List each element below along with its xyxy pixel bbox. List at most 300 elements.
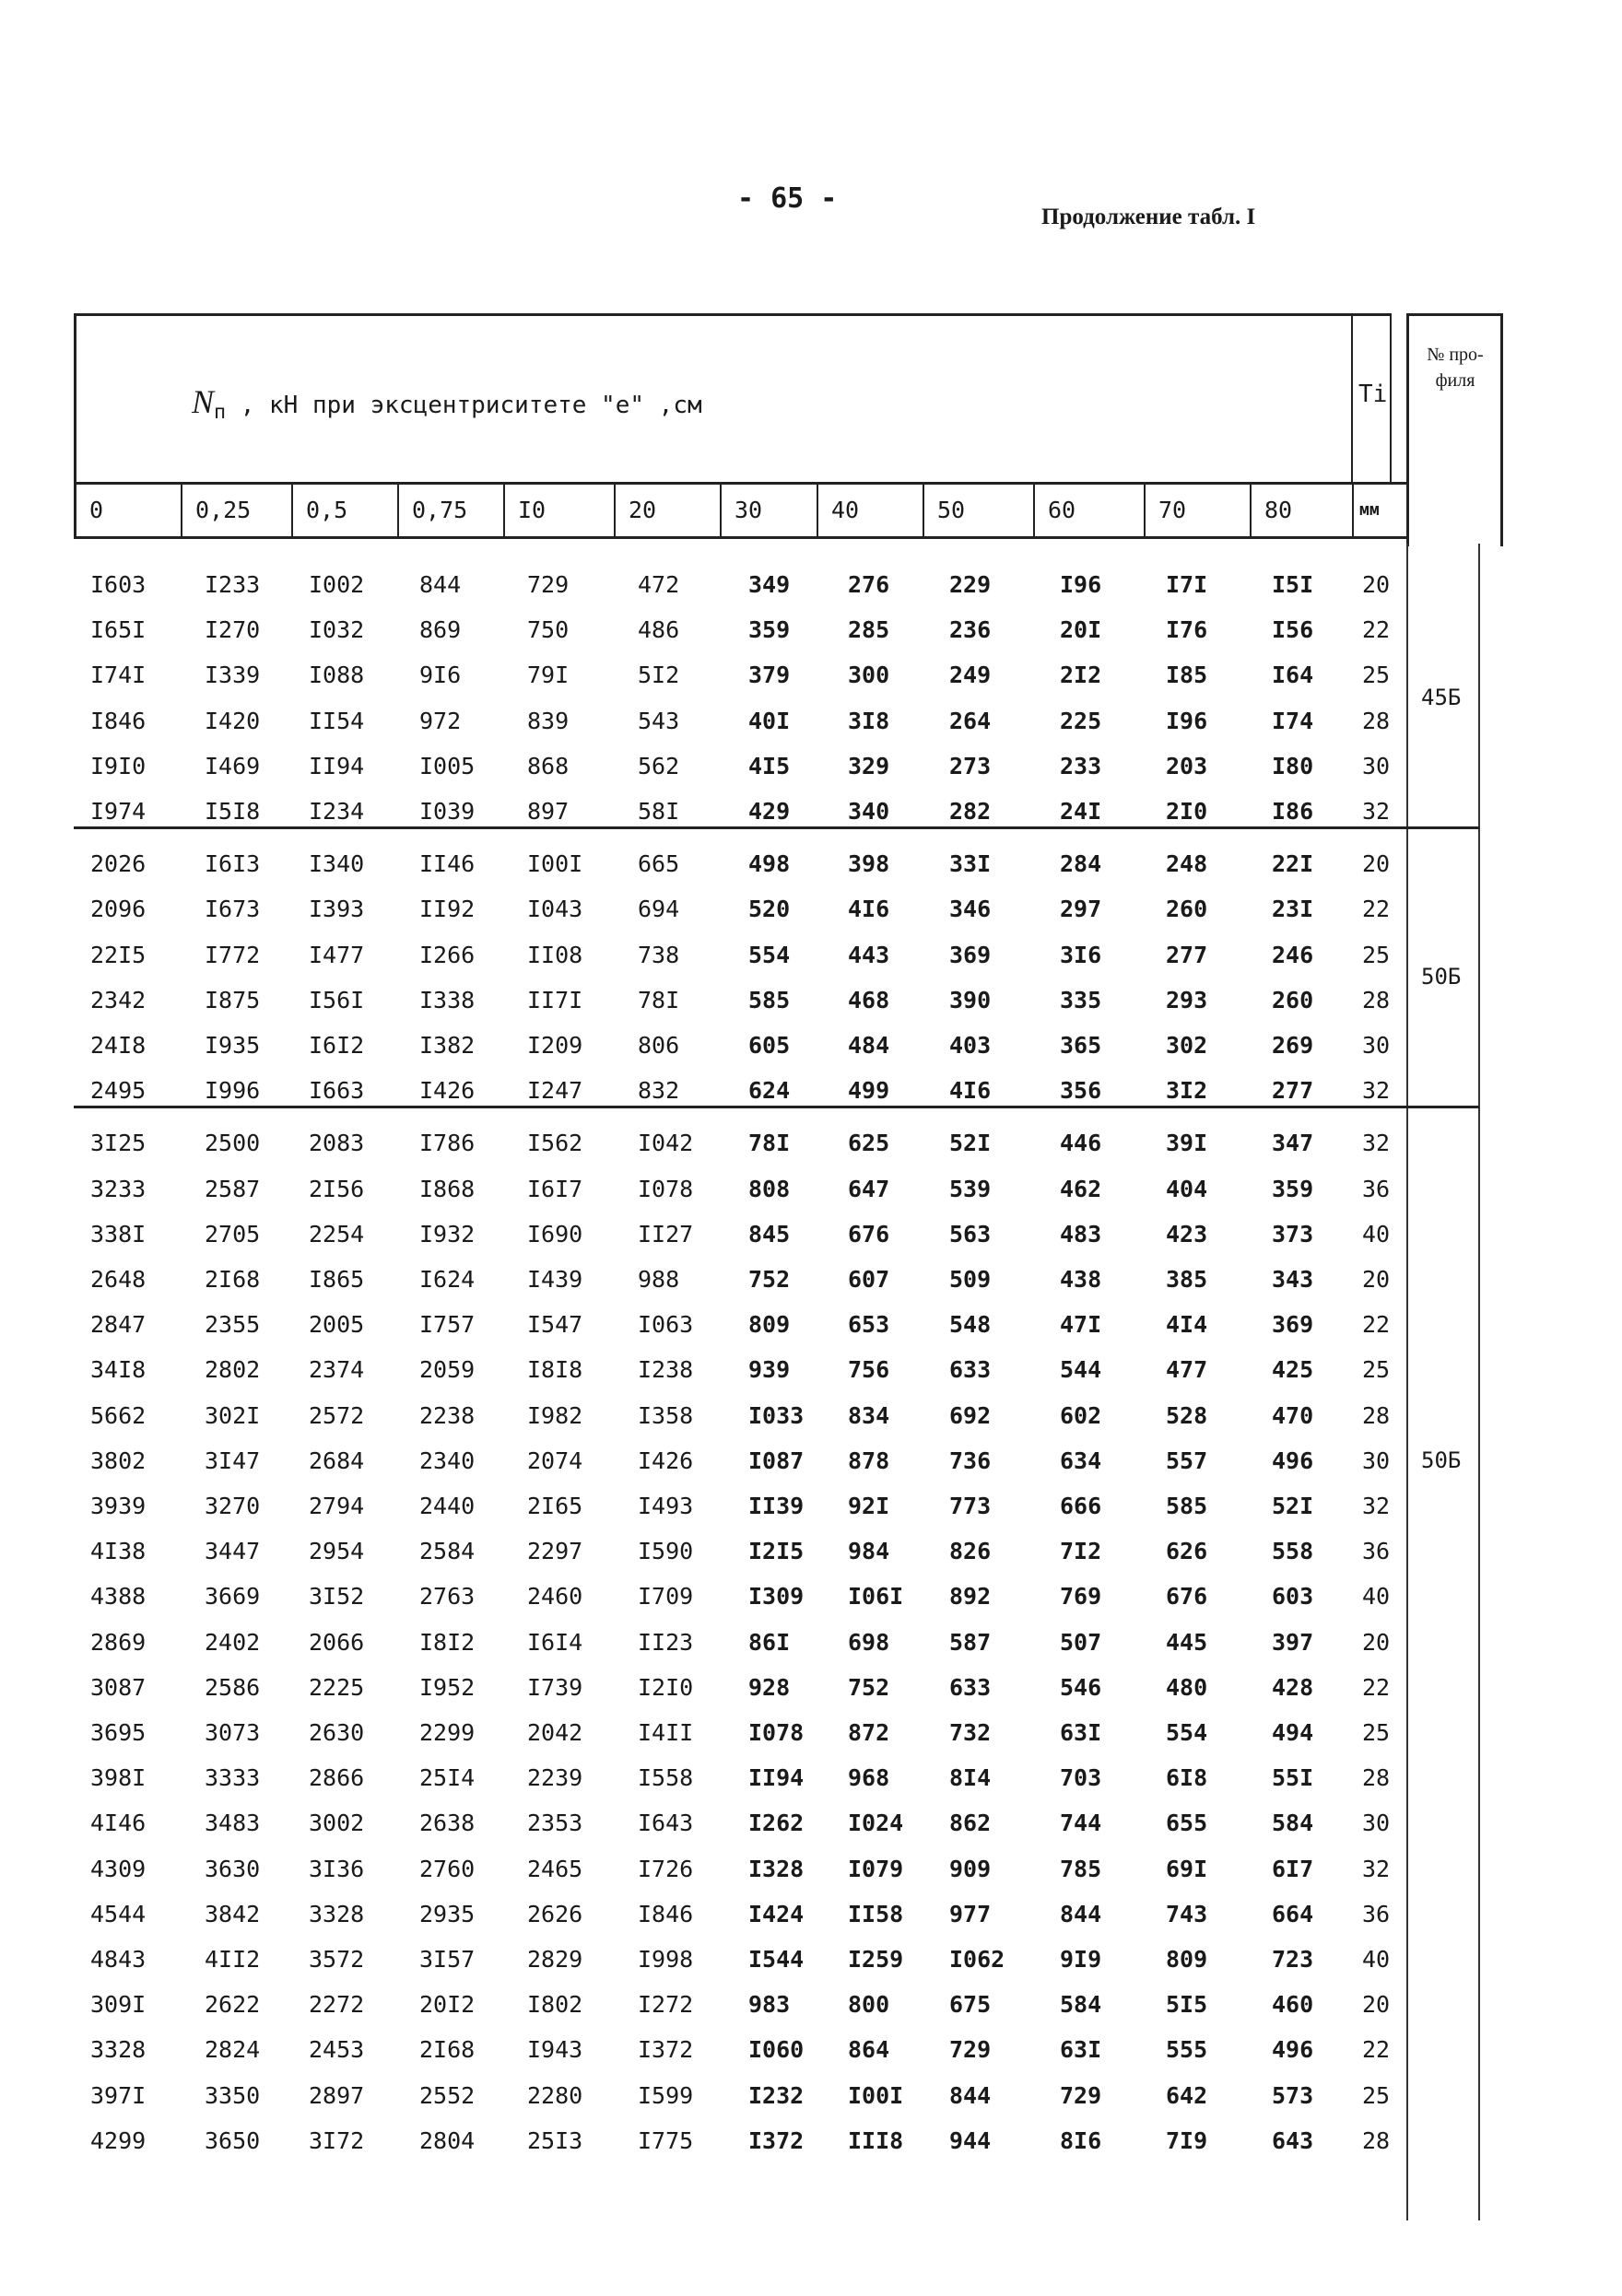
- table-cell: 834: [848, 1401, 890, 1429]
- table-row: [74, 1393, 1406, 1438]
- table-cell: 939: [748, 1356, 791, 1384]
- eccentricity-header-cell: 20: [616, 485, 722, 536]
- table-cell: II08: [527, 941, 583, 968]
- table-cell: 20: [1362, 1991, 1391, 2019]
- table-cell: 585: [1166, 1493, 1208, 1519]
- table-cell: 32: [1362, 1493, 1391, 1519]
- table-cell: 729: [1060, 2081, 1102, 2109]
- table-cell: 2I65: [527, 1493, 583, 1519]
- table-cell: 40: [1362, 1946, 1391, 1973]
- table-cell: 329: [848, 752, 890, 779]
- table-cell: 369: [1272, 1311, 1314, 1339]
- table-cell: 3650: [205, 2126, 261, 2154]
- table-cell: 2500: [205, 1130, 261, 1157]
- header-symbol: N: [192, 383, 215, 420]
- table-cell: 633: [949, 1356, 992, 1384]
- table-cell: 3350: [205, 2081, 261, 2109]
- table-cell: 602: [1060, 1401, 1102, 1429]
- table-cell: 496: [1272, 2036, 1314, 2064]
- table-cell: 446: [1060, 1130, 1102, 1157]
- table-cell: 2622: [205, 1991, 261, 2019]
- table-cell: I424: [748, 1900, 805, 1927]
- table-cell: 909: [949, 1855, 992, 1882]
- table-cell: 3I72: [309, 2126, 365, 2154]
- eccentricity-header-row: [74, 482, 1406, 539]
- table-cell: I9I0: [90, 752, 147, 779]
- table-cell: I005: [419, 752, 476, 779]
- group-separator: [74, 1106, 1479, 1108]
- table-cell: 862: [949, 1810, 992, 1837]
- table-cell: 9I9: [1060, 1946, 1102, 1973]
- table-cell: 356: [1060, 1077, 1102, 1105]
- table-continuation-caption: Продолжение табл. I: [1041, 205, 1256, 229]
- table-cell: I338: [419, 986, 476, 1013]
- table-cell: 25: [1362, 1356, 1391, 1384]
- table-cell: 2083: [309, 1130, 365, 1157]
- data-table: [74, 313, 1498, 2220]
- table-row: [74, 2027, 1406, 2072]
- table-cell: 839: [527, 707, 570, 734]
- table-cell: 39I: [1166, 1130, 1208, 1157]
- table-cell: 892: [949, 1583, 992, 1611]
- table-cell: 3572: [309, 1946, 365, 1973]
- table-cell: 2402: [205, 1628, 261, 1656]
- table-cell: II27: [638, 1220, 694, 1248]
- table-cell: 8I4: [949, 1764, 992, 1792]
- eccentricity-header-cell: 50: [924, 485, 1035, 536]
- table-cell: 546: [1060, 1673, 1102, 1701]
- table-cell: I603: [90, 571, 147, 598]
- table-cell: 32: [1362, 1855, 1391, 1882]
- table-row: [74, 1166, 1406, 1212]
- table-cell: 703: [1060, 1764, 1102, 1792]
- table-cell: 20: [1362, 571, 1391, 598]
- table-row: [74, 1620, 1406, 1665]
- table-cell: 2705: [205, 1220, 261, 1248]
- table-cell: 486: [638, 616, 680, 644]
- table-cell: 634: [1060, 1447, 1102, 1474]
- table-cell: 752: [848, 1673, 890, 1701]
- table-row: [74, 1347, 1406, 1392]
- table-cell: I96: [1166, 707, 1208, 734]
- table-cell: I042: [638, 1130, 694, 1157]
- table-cell: 3I47: [205, 1447, 261, 1474]
- table-cell: 379: [748, 662, 791, 689]
- table-cell: 2280: [527, 2081, 583, 2109]
- table-cell: 3233: [90, 1175, 147, 1202]
- table-cell: 555: [1166, 2036, 1208, 2064]
- table-cell: 773: [949, 1493, 992, 1519]
- table-cell: 445: [1166, 1628, 1208, 1656]
- table-cell: I00I: [848, 2081, 904, 2109]
- table-cell: 944: [949, 2126, 992, 2154]
- table-cell: I802: [527, 1991, 583, 2019]
- table-cell: 33I: [949, 850, 992, 878]
- table-cell: 554: [748, 941, 791, 968]
- table-cell: I062: [949, 1946, 1005, 1973]
- table-cell: 2272: [309, 1991, 365, 2019]
- table-cell: 284: [1060, 850, 1102, 878]
- table-cell: 472: [638, 571, 680, 598]
- eccentricity-header-cell: 0,75: [399, 485, 505, 536]
- table-cell: 3I57: [419, 1946, 476, 1973]
- table-cell: I234: [309, 798, 365, 825]
- table-cell: 397I: [90, 2081, 147, 2109]
- table-cell: 78I: [748, 1130, 791, 1157]
- table-cell: I002: [309, 571, 365, 598]
- table-cell: 2074: [527, 1447, 583, 1474]
- table-cell: 587: [949, 1628, 992, 1656]
- table-cell: 2586: [205, 1673, 261, 1701]
- eccentricity-header-cell: 60: [1035, 485, 1146, 536]
- table-cell: I079: [848, 1855, 904, 1882]
- eccentricity-header-cell: 40: [818, 485, 924, 536]
- table-cell: I247: [527, 1077, 583, 1105]
- table-cell: 460: [1272, 1991, 1314, 2019]
- table-cell: 3270: [205, 1493, 261, 1519]
- table-cell: 2059: [419, 1356, 476, 1384]
- table-cell: 968: [848, 1764, 890, 1792]
- table-row: [74, 886, 1406, 931]
- table-cell: 285: [848, 616, 890, 644]
- table-cell: 4544: [90, 1900, 147, 1927]
- table-row: [74, 1982, 1406, 2027]
- table-cell: I033: [748, 1401, 805, 1429]
- table-cell: 756: [848, 1356, 890, 1384]
- table-cell: I060: [748, 2036, 805, 2064]
- table-cell: I65I: [90, 616, 147, 644]
- table-cell: 52I: [1272, 1493, 1314, 1519]
- table-cell: I5I8: [205, 798, 261, 825]
- table-cell: I772: [205, 941, 261, 968]
- table-cell: 9I6: [419, 662, 462, 689]
- table-cell: 25: [1362, 662, 1391, 689]
- table-cell: I426: [638, 1447, 694, 1474]
- table-cell: 2684: [309, 1447, 365, 1474]
- table-cell: I726: [638, 1855, 694, 1882]
- table-cell: 723: [1272, 1946, 1314, 1973]
- table-cell: 28: [1362, 2126, 1391, 2154]
- table-cell: II54: [309, 707, 365, 734]
- table-cell: 4II2: [205, 1946, 261, 1973]
- table-cell: 738: [638, 941, 680, 968]
- table-cell: 3695: [90, 1719, 147, 1746]
- table-cell: 3073: [205, 1719, 261, 1746]
- table-cell: 443: [848, 941, 890, 968]
- table-cell: 302I: [205, 1401, 261, 1429]
- header-profile-label: № про- филя: [1427, 345, 1484, 391]
- table-cell: 2897: [309, 2081, 365, 2109]
- table-cell: 785: [1060, 1855, 1102, 1882]
- table-row: [74, 2118, 1406, 2163]
- table-cell: 2I2: [1060, 662, 1102, 689]
- table-cell: 4I5: [748, 752, 791, 779]
- table-cell: 743: [1166, 1900, 1208, 1927]
- table-cell: 845: [748, 1220, 791, 1248]
- table-cell: 647: [848, 1175, 890, 1202]
- table-cell: 988: [638, 1266, 680, 1293]
- table-cell: 273: [949, 752, 992, 779]
- table-cell: 78I: [638, 986, 680, 1013]
- table-cell: 2495: [90, 1077, 147, 1105]
- table-cell: 24I8: [90, 1032, 147, 1059]
- table-cell: I262: [748, 1810, 805, 1837]
- table-cell: 36: [1362, 1900, 1391, 1927]
- table-cell: II23: [638, 1628, 694, 1656]
- table-row: [74, 1120, 1406, 1166]
- profile-label: 45Б: [1421, 685, 1462, 710]
- table-cell: 878: [848, 1447, 890, 1474]
- table-cell: 563: [949, 1220, 992, 1248]
- table-cell: 2763: [419, 1583, 476, 1611]
- table-cell: I8I2: [419, 1628, 476, 1656]
- table-cell: I643: [638, 1810, 694, 1837]
- table-cell: 977: [949, 1900, 992, 1927]
- table-cell: 2584: [419, 1538, 476, 1565]
- table-cell: 470: [1272, 1401, 1314, 1429]
- table-cell: 397: [1272, 1628, 1314, 1656]
- table-row: [74, 1529, 1406, 1574]
- table-cell: 269: [1272, 1032, 1314, 1059]
- table-cell: 698: [848, 1628, 890, 1656]
- table-cell: 52I: [949, 1130, 992, 1157]
- table-cell: 423: [1166, 1220, 1208, 1248]
- table-cell: I599: [638, 2081, 694, 2109]
- table-cell: 34I8: [90, 1356, 147, 1384]
- table-cell: I372: [638, 2036, 694, 2064]
- table-cell: I80: [1272, 752, 1314, 779]
- table-cell: 666: [1060, 1493, 1102, 1519]
- table-cell: 729: [949, 2036, 992, 2064]
- table-cell: I56I: [309, 986, 365, 1013]
- table-cell: II39: [748, 1493, 805, 1519]
- table-cell: 3483: [205, 1810, 261, 1837]
- table-cell: 7I9: [1166, 2126, 1208, 2154]
- table-cell: 20: [1362, 1628, 1391, 1656]
- eccentricity-header-cell: 0,5: [293, 485, 399, 536]
- table-cell: 343: [1272, 1266, 1314, 1293]
- table-cell: 3842: [205, 1900, 261, 1927]
- table-cell: I4II: [638, 1719, 694, 1746]
- table-cell: I078: [638, 1175, 694, 1202]
- table-cell: I063: [638, 1311, 694, 1339]
- table-cell: 22: [1362, 896, 1391, 923]
- table-cell: I690: [527, 1220, 583, 1248]
- table-cell: I328: [748, 1855, 805, 1882]
- table-cell: 897: [527, 798, 570, 825]
- table-cell: I932: [419, 1220, 476, 1248]
- table-cell: I6I4: [527, 1628, 583, 1656]
- table-cell: 47I: [1060, 1311, 1102, 1339]
- table-cell: 340: [848, 798, 890, 825]
- table-cell: 4I38: [90, 1538, 147, 1565]
- table-row: [74, 1892, 1406, 1937]
- table-cell: I259: [848, 1946, 904, 1973]
- table-cell: II94: [309, 752, 365, 779]
- table-cell: I393: [309, 896, 365, 923]
- table-cell: II94: [748, 1764, 805, 1792]
- table-row: [74, 1800, 1406, 1845]
- table-cell: I2I0: [638, 1673, 694, 1701]
- table-cell: I420: [205, 707, 261, 734]
- table-cell: 293: [1166, 986, 1208, 1013]
- table-cell: 3630: [205, 1855, 261, 1882]
- table-cell: II46: [419, 850, 476, 878]
- table-cell: 20: [1362, 1266, 1391, 1293]
- table-cell: 3802: [90, 1447, 147, 1474]
- table-cell: 346: [949, 896, 992, 923]
- table-cell: I846: [90, 707, 147, 734]
- table-cell: I786: [419, 1130, 476, 1157]
- table-cell: I7I: [1166, 571, 1208, 598]
- table-cell: 5I2: [638, 662, 680, 689]
- table-cell: I340: [309, 850, 365, 878]
- table-cell: 309I: [90, 1991, 147, 2019]
- table-cell: 4299: [90, 2126, 147, 2154]
- table-cell: 984: [848, 1538, 890, 1565]
- table-cell: 694: [638, 896, 680, 923]
- table-cell: 2587: [205, 1175, 261, 1202]
- table-cell: 496: [1272, 1447, 1314, 1474]
- table-cell: 359: [748, 616, 791, 644]
- table-cell: 752: [748, 1266, 791, 1293]
- table-cell: 800: [848, 1991, 890, 2019]
- table-cell: 20I: [1060, 616, 1102, 644]
- table-cell: 246: [1272, 941, 1314, 968]
- table-cell: 4I46: [90, 1810, 147, 1837]
- eccentricity-header-cell: 30: [722, 485, 818, 536]
- table-cell: 233: [1060, 752, 1102, 779]
- table-row: [74, 841, 1406, 886]
- table-cell: I663: [309, 1077, 365, 1105]
- table-cell: I86: [1272, 798, 1314, 825]
- page-number: - 65 -: [737, 182, 838, 215]
- table-cell: I974: [90, 798, 147, 825]
- table-cell: 25I4: [419, 1764, 476, 1792]
- table-cell: I309: [748, 1583, 805, 1611]
- table-cell: I547: [527, 1311, 583, 1339]
- header-title: [192, 382, 702, 424]
- table-cell: 605: [748, 1032, 791, 1059]
- table-cell: 373: [1272, 1220, 1314, 1248]
- table-cell: 4309: [90, 1855, 147, 1882]
- table-row: [74, 932, 1406, 978]
- table-cell: 548: [949, 1311, 992, 1339]
- table-cell: 282: [949, 798, 992, 825]
- table-cell: 300: [848, 662, 890, 689]
- table-cell: 3939: [90, 1493, 147, 1519]
- table-cell: 603: [1272, 1583, 1314, 1611]
- table-cell: I238: [638, 1356, 694, 1384]
- table-cell: 349: [748, 571, 791, 598]
- table-cell: 2572: [309, 1401, 365, 1429]
- table-cell: 403: [949, 1032, 992, 1059]
- table-cell: I232: [748, 2081, 805, 2109]
- table-row: [74, 1438, 1406, 1483]
- table-cell: 826: [949, 1538, 992, 1565]
- table-cell: I562: [527, 1130, 583, 1157]
- table-cell: 390: [949, 986, 992, 1013]
- table-cell: 2066: [309, 1628, 365, 1656]
- table-row: [74, 1710, 1406, 1755]
- table-cell: 972: [419, 707, 462, 734]
- table-cell: 3447: [205, 1538, 261, 1565]
- table-cell: 544: [1060, 1356, 1102, 1384]
- table-cell: 844: [949, 2081, 992, 2109]
- table-cell: 28: [1362, 1764, 1391, 1792]
- eccentricity-header-cell: 70: [1146, 485, 1252, 536]
- table-cell: 4843: [90, 1946, 147, 1973]
- table-cell: I998: [638, 1946, 694, 1973]
- table-cell: 2760: [419, 1855, 476, 1882]
- table-cell: 665: [638, 850, 680, 878]
- table-cell: 736: [949, 1447, 992, 1474]
- table-cell: 398I: [90, 1764, 147, 1792]
- table-cell: 3I6: [1060, 941, 1102, 968]
- table-cell: I96: [1060, 571, 1102, 598]
- table-cell: 2I68: [419, 2036, 476, 2064]
- table-cell: 4I6: [949, 1077, 992, 1105]
- table-cell: 276: [848, 571, 890, 598]
- table-cell: 539: [949, 1175, 992, 1202]
- table-cell: 928: [748, 1673, 791, 1701]
- table-cell: 369: [949, 941, 992, 968]
- table-cell: 633: [949, 1673, 992, 1701]
- table-cell: I74I: [90, 662, 147, 689]
- table-cell: 32: [1362, 1130, 1391, 1157]
- table-cell: I032: [309, 616, 365, 644]
- table-cell: I088: [309, 662, 365, 689]
- table-cell: I078: [748, 1719, 805, 1746]
- table-cell: 655: [1166, 1810, 1208, 1837]
- table-cell: 22I: [1272, 850, 1314, 878]
- table-cell: 3I25: [90, 1130, 147, 1157]
- table-cell: 585: [748, 986, 791, 1013]
- table-cell: I846: [638, 1900, 694, 1927]
- table-cell: 462: [1060, 1175, 1102, 1202]
- table-header-box: [74, 313, 1358, 485]
- table-cell: III8: [848, 2126, 904, 2154]
- table-cell: 3I36: [309, 1855, 365, 1882]
- table-cell: 2254: [309, 1220, 365, 1248]
- table-cell: 664: [1272, 1900, 1314, 1927]
- table-cell: I943: [527, 2036, 583, 2064]
- table-cell: 2I0: [1166, 798, 1208, 825]
- table-cell: 2I56: [309, 1175, 365, 1202]
- table-cell: 499: [848, 1077, 890, 1105]
- table-cell: 3087: [90, 1673, 147, 1701]
- table-cell: 428: [1272, 1673, 1314, 1701]
- table-cell: 468: [848, 986, 890, 1013]
- table-cell: 398: [848, 850, 890, 878]
- divider: [1478, 544, 1480, 2220]
- table-cell: 625: [848, 1130, 890, 1157]
- table-cell: 3I8: [848, 707, 890, 734]
- eccentricity-header-cell: мм: [1354, 485, 1409, 536]
- table-cell: 484: [848, 1032, 890, 1059]
- table-cell: I209: [527, 1032, 583, 1059]
- table-cell: 573: [1272, 2081, 1314, 2109]
- table-cell: I74: [1272, 707, 1314, 734]
- table-cell: 225: [1060, 707, 1102, 734]
- table-cell: I8I8: [527, 1356, 583, 1384]
- table-cell: 404: [1166, 1175, 1208, 1202]
- table-cell: 438: [1060, 1266, 1102, 1293]
- table-cell: 63I: [1060, 2036, 1102, 2064]
- table-cell: 2238: [419, 1401, 476, 1429]
- table-cell: 2042: [527, 1719, 583, 1746]
- table-cell: 22I5: [90, 941, 147, 968]
